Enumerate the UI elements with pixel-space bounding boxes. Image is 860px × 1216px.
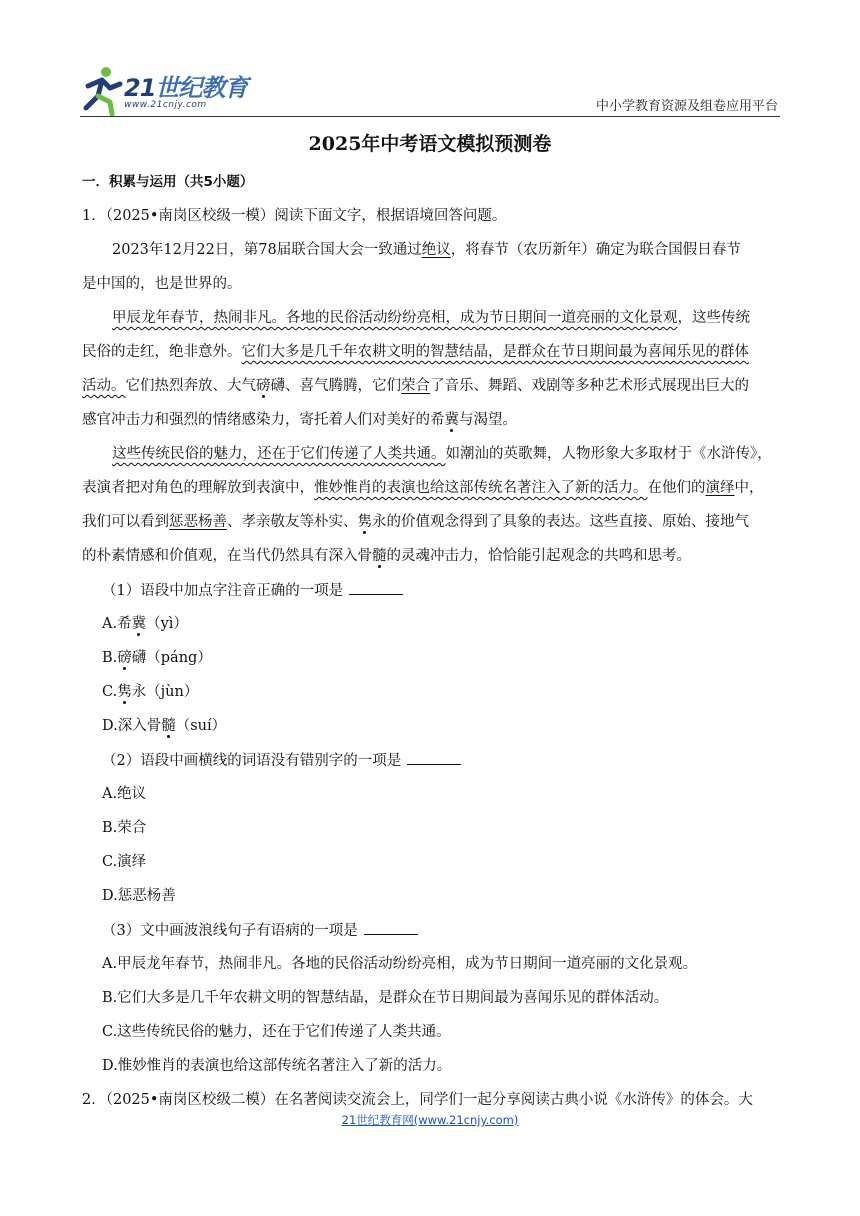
text-run: 它们热烈奔放、大气 (125, 378, 256, 394)
dotted-character: 磅 (117, 650, 132, 666)
option-a[interactable]: A.绝议 (102, 786, 147, 802)
text-run: 了音乐、舞蹈、戏剧等多种艺术形式展现出巨大的 (430, 378, 749, 394)
underlined-word: 惩恶杨善 (169, 514, 227, 530)
passage-line (82, 510, 782, 544)
passage-line (82, 442, 782, 476)
header-divider (80, 116, 780, 117)
text-run: 表演者把对角色的理解放到表演中， (82, 480, 314, 496)
page-title: 2025年中考语文模拟预测卷 (308, 133, 552, 155)
option-text: 永（jùn） (131, 684, 199, 700)
sub-question-1 (82, 578, 782, 612)
wavy-sentence: 甲辰龙年春节，热闹非凡。各地的民俗活动纷纷亮相，成为节日期间一道亮丽的文化景观 (112, 310, 678, 326)
passage-line (82, 476, 782, 510)
sub-question-text: （3）文中画波浪线句子有语病的一项是 (102, 923, 358, 939)
text-run: 中， (734, 480, 764, 496)
option-c[interactable]: C.这些传统民俗的魅力，还在于它们传递了人类共通。 (102, 1024, 451, 1040)
wavy-sentence: 活动。 (82, 378, 126, 394)
text-run: 我们可以看到 (82, 514, 169, 530)
option-text: （suí） (175, 718, 227, 734)
option-text: A.希 (102, 616, 132, 632)
option-a[interactable] (82, 612, 782, 646)
text-run: 与渴望。 (459, 412, 517, 428)
text-run: 感官冲击力和强烈的情绪感染力，寄托着人们对美好的希 (82, 412, 445, 428)
section-heading: 一．积累与运用（共5小题） (82, 174, 254, 190)
sub-question-text: （1）语段中加点字注音正确的一项是 (102, 583, 344, 599)
dotted-character: 髓 (161, 718, 176, 734)
underlined-word: 演绎 (705, 480, 735, 496)
answer-blank[interactable] (407, 748, 461, 765)
question-2-stem: 2．（2025•南岗区校级二模）在名著阅读交流会上，同学们一起分享阅读古典小说《水浒传》的体会。大 (82, 1092, 753, 1108)
dotted-character: 磅 (256, 378, 271, 394)
option-a[interactable]: A.甲辰龙年春节，热闹非凡。各地的民俗活动纷纷亮相，成为节日期间一道亮丽的文化景观。 (102, 956, 698, 972)
dotted-character: 隽 (117, 684, 132, 700)
underlined-word: 绝议 (421, 242, 451, 258)
text-run: ，这些传统 (677, 310, 750, 326)
text-run: 礴、喜气腾腾，它们 (270, 378, 401, 394)
logo-text (124, 68, 247, 103)
option-c[interactable]: C.演绎 (102, 854, 147, 870)
dotted-character: 髓 (372, 548, 387, 564)
dotted-character: 隽 (357, 514, 372, 530)
option-b[interactable] (82, 646, 782, 680)
platform-label: 中小学教育资源及组卷应用平台 (595, 99, 778, 114)
underlined-word: 荣合 (401, 378, 430, 394)
page-header (80, 62, 780, 118)
passage-line (82, 408, 782, 442)
running-figure-icon (80, 64, 124, 116)
passage-line (82, 306, 782, 340)
passage-line (82, 238, 782, 272)
option-d[interactable] (82, 714, 782, 748)
footer-link-text[interactable]: 21世纪教育网(www.21cnjy.com) (341, 1113, 519, 1127)
passage-line (82, 544, 782, 578)
footer-link[interactable] (0, 1112, 860, 1128)
sub-question-text: （2）语段中画横线的词语没有错别字的一项是 (102, 753, 402, 769)
option-d[interactable]: D.惟妙惟肖的表演也给这部传统名著注入了新的活力。 (102, 1058, 452, 1074)
answer-blank[interactable] (349, 578, 403, 595)
wavy-sentence: 惟妙惟肖的表演也给这部传统名著注入了新的活力。 (314, 480, 648, 496)
logo (80, 62, 280, 118)
option-text: C. (102, 684, 118, 700)
option-text: 礴（páng） (131, 650, 212, 666)
option-b[interactable]: B.荣合 (102, 820, 147, 836)
dotted-character: 冀 (444, 412, 459, 428)
option-b[interactable]: B.它们大多是几千年农耕文明的智慧结晶，是群众在节日期间最为喜闻乐见的群体活动。 (102, 990, 669, 1006)
option-d[interactable]: D.惩恶杨善 (102, 888, 176, 904)
wavy-sentence: 这些传统民俗的魅力，还在于它们传递了人类共通。 (112, 446, 446, 462)
logo-number: 21 (124, 74, 156, 102)
text-run: 民俗的走红，绝非意外。 (82, 344, 242, 360)
question-1-stem: 1．（2025•南岗区校级一模）阅读下面文字，根据语境回答问题。 (82, 208, 507, 224)
logo-brand: 世纪教育 (155, 74, 248, 102)
document-body (82, 170, 782, 1122)
passage-line: 是中国的，也是世界的。 (82, 276, 242, 292)
text-run: 2023年12月22日，第78届联合国大会一致通过 (112, 242, 422, 258)
text-run: ，将春节（农历新年）确定为联合国假日春节 (450, 242, 741, 258)
sub-question-2 (82, 748, 782, 782)
text-run: 的灵魂冲击力，恰恰能引起观念的共鸣和思考。 (386, 548, 691, 564)
wavy-sentence: 它们大多是几千年农耕文明的智慧结晶，是群众在节日期间最为喜闻乐见的群体 (241, 344, 749, 360)
answer-blank[interactable] (364, 918, 418, 935)
logo-url: www.21cnjy.com (124, 100, 207, 110)
passage-line (82, 374, 782, 408)
text-run: 的朴素情感和价值观，在当代仍然具有深入骨 (82, 548, 372, 564)
dotted-character: 冀 (131, 616, 147, 632)
option-text: （yì） (146, 616, 188, 632)
text-run: 永的价值观念得到了具象的表达。这些直接、原始、接地气 (372, 514, 749, 530)
option-text: B. (102, 650, 118, 666)
sub-question-3 (82, 918, 782, 952)
text-run: 如潮汕的英歌舞，人物形象大多取材于《水浒传》， (445, 446, 772, 462)
option-c[interactable] (82, 680, 782, 714)
passage-line (82, 340, 782, 374)
text-run: 、孝亲敬友等朴实、 (227, 514, 358, 530)
option-text: D.深入骨 (102, 718, 162, 734)
text-run: 在他们的 (647, 480, 706, 496)
